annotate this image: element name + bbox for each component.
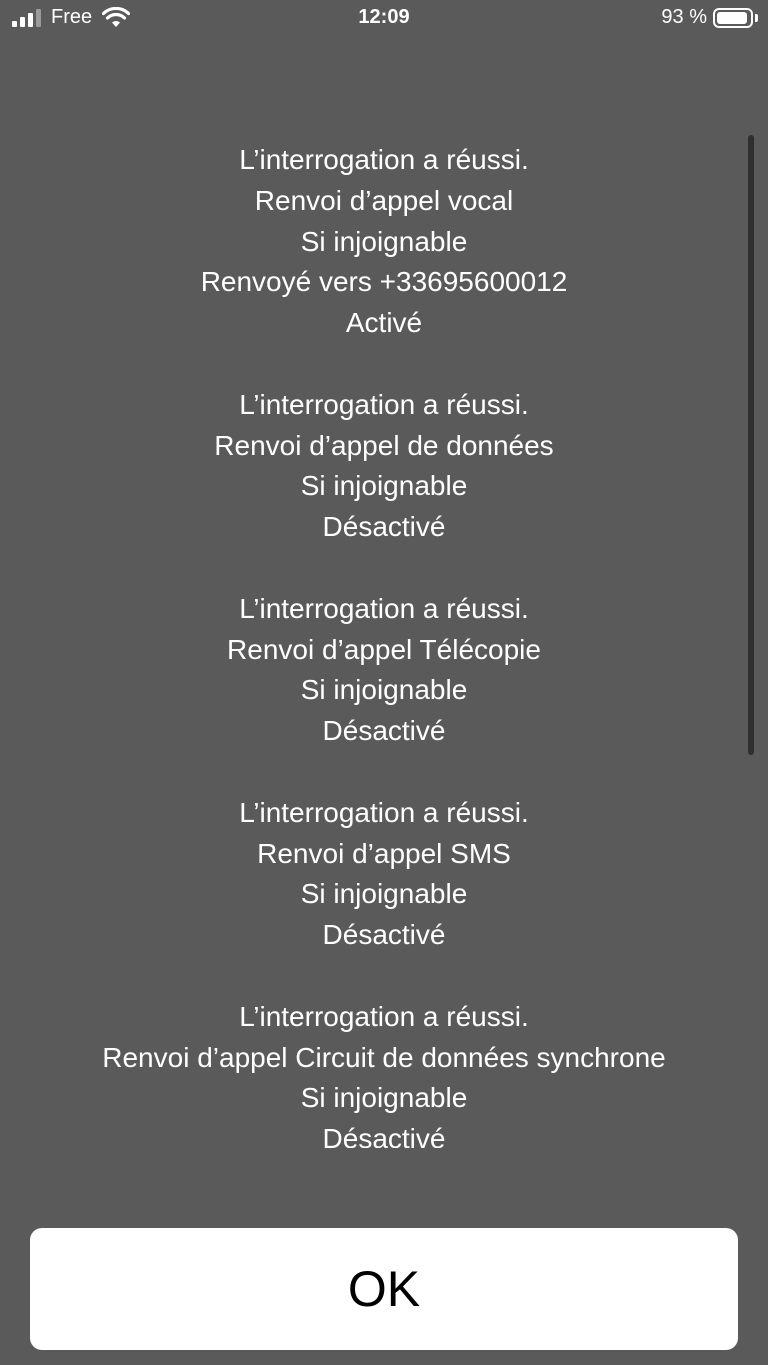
status-bar: [0, 0, 768, 40]
message-line: L’interrogation a réussi.: [239, 1000, 529, 1032]
battery-tip: [755, 14, 758, 22]
battery-level-fill: [717, 12, 747, 24]
battery-percentage: 93 %: [661, 6, 707, 28]
message-line: Désactivé: [322, 715, 446, 747]
message-line: Si injoignable: [300, 470, 468, 502]
message-line: Si injoignable: [300, 225, 468, 257]
alert-message-text: [0, 140, 768, 1148]
message-line: Renvoi d’appel SMS: [257, 837, 511, 869]
ok-button[interactable]: OK: [30, 1228, 738, 1350]
status-right: [661, 6, 758, 29]
battery-icon: [713, 8, 753, 28]
message-line: Si injoignable: [300, 878, 468, 910]
message-line: Si injoignable: [300, 1082, 468, 1114]
message-line: Renvoi d’appel de données: [214, 429, 554, 461]
message-line: L’interrogation a réussi.: [239, 144, 529, 175]
message-line: Renvoyé vers +33695600012: [200, 266, 568, 298]
message-line: Désactivé: [322, 1123, 446, 1148]
message-line: Renvoi d’appel Circuit de données synchrone: [102, 1041, 666, 1073]
message-line: Renvoi d’appel Télécopie: [227, 633, 541, 665]
message-line: L’interrogation a réussi.: [239, 796, 529, 828]
clock: 12:09: [358, 6, 410, 28]
message-line: Si injoignable: [300, 674, 468, 706]
alert-message-scroll-area[interactable]: [0, 140, 768, 1148]
message-line: Renvoi d’appel vocal: [254, 184, 514, 216]
message-line: L’interrogation a réussi.: [239, 592, 529, 624]
carrier-name: Free: [51, 6, 93, 28]
message-line: Activé: [345, 307, 423, 339]
message-line: L’interrogation a réussi.: [239, 388, 529, 420]
message-line: Désactivé: [322, 919, 446, 951]
message-line: Désactivé: [322, 511, 446, 543]
scrollbar-thumb[interactable]: [748, 135, 754, 755]
